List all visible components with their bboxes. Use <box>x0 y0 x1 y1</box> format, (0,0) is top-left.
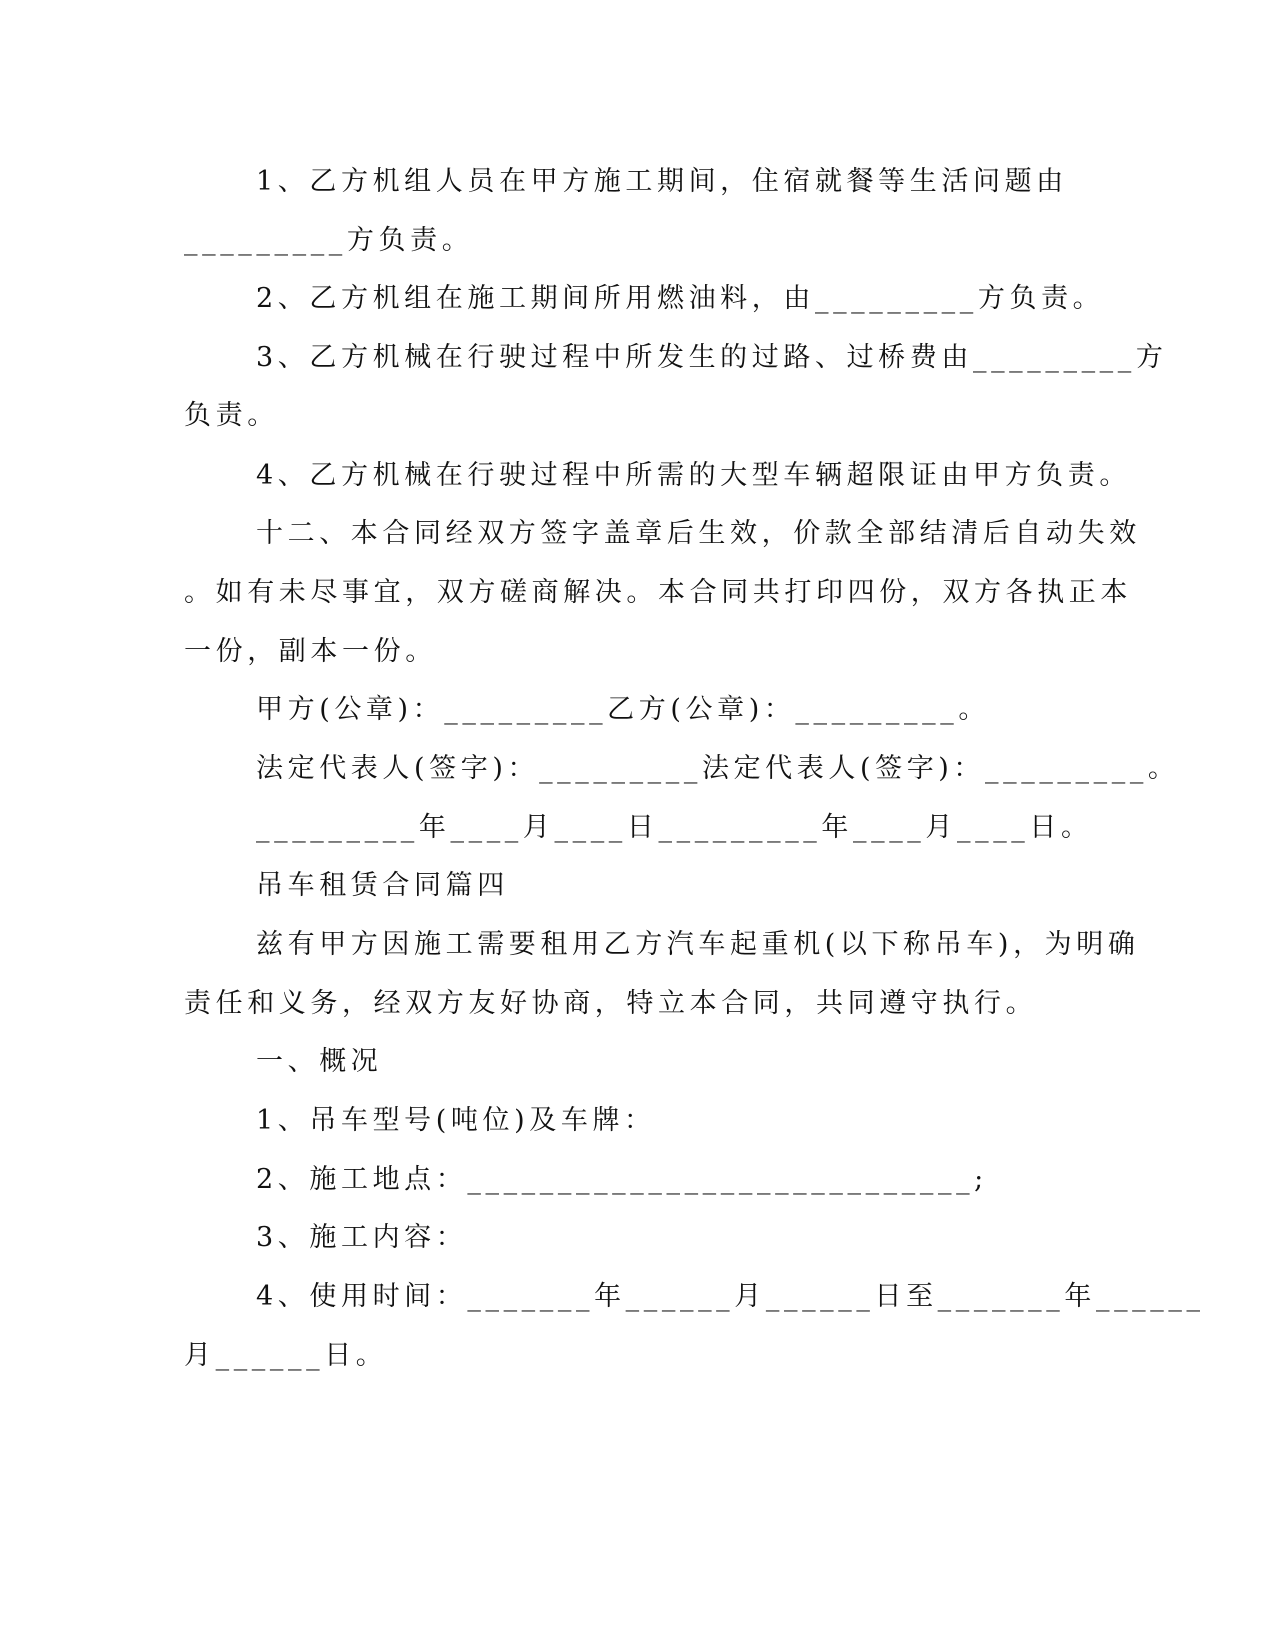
clause-line: 十二、本合同经双方签字盖章后生效，价款全部结清后自动失效 <box>256 518 1141 549</box>
clause-line: 2、施工地点：____________________________; <box>256 1164 988 1195</box>
clause-line: 兹有甲方因施工需要租用乙方汽车起重机(以下称吊车)，为明确 <box>256 929 1140 960</box>
clause-line: 月______日。 <box>184 1340 388 1371</box>
signature-line-date: _________年____月____日_________年____月____日。 <box>256 812 1093 843</box>
clause-line: _________方负责。 <box>184 225 474 256</box>
clause-line: 4、乙方机械在行驶过程中所需的大型车辆超限证由甲方负责。 <box>256 460 1131 491</box>
section-title: 吊车租赁合同篇四 <box>256 870 509 901</box>
clause-line: 3、施工内容： <box>256 1222 468 1253</box>
clause-line: 。如有未尽事宜，双方磋商解决。本合同共打印四份，双方各执正本 <box>184 577 1132 608</box>
signature-line-representative: 法定代表人(签字)：_________法定代表人(签字)：_________。 <box>256 753 1180 784</box>
clause-line: 3、乙方机械在行驶过程中所发生的过路、过桥费由_________方 <box>256 342 1168 373</box>
section-heading: 一、概况 <box>256 1046 383 1077</box>
clause-line: 4、使用时间：_______年______月______日至_______年______ <box>256 1281 1205 1312</box>
signature-line-seal: 甲方(公章)：_________乙方(公章)：_________。 <box>256 694 990 725</box>
clause-line: 2、乙方机组在施工期间所用燃油料，由_________方负责。 <box>256 283 1105 314</box>
clause-line: 一份，副本一份。 <box>184 636 437 667</box>
clause-line: 责任和义务，经双方友好协商，特立本合同，共同遵守执行。 <box>184 988 1038 1019</box>
clause-line: 1、乙方机组人员在甲方施工期间，住宿就餐等生活问题由 <box>256 166 1068 197</box>
clause-line: 负责。 <box>184 400 279 431</box>
clause-line: 1、吊车型号(吨位)及车牌： <box>256 1105 656 1136</box>
